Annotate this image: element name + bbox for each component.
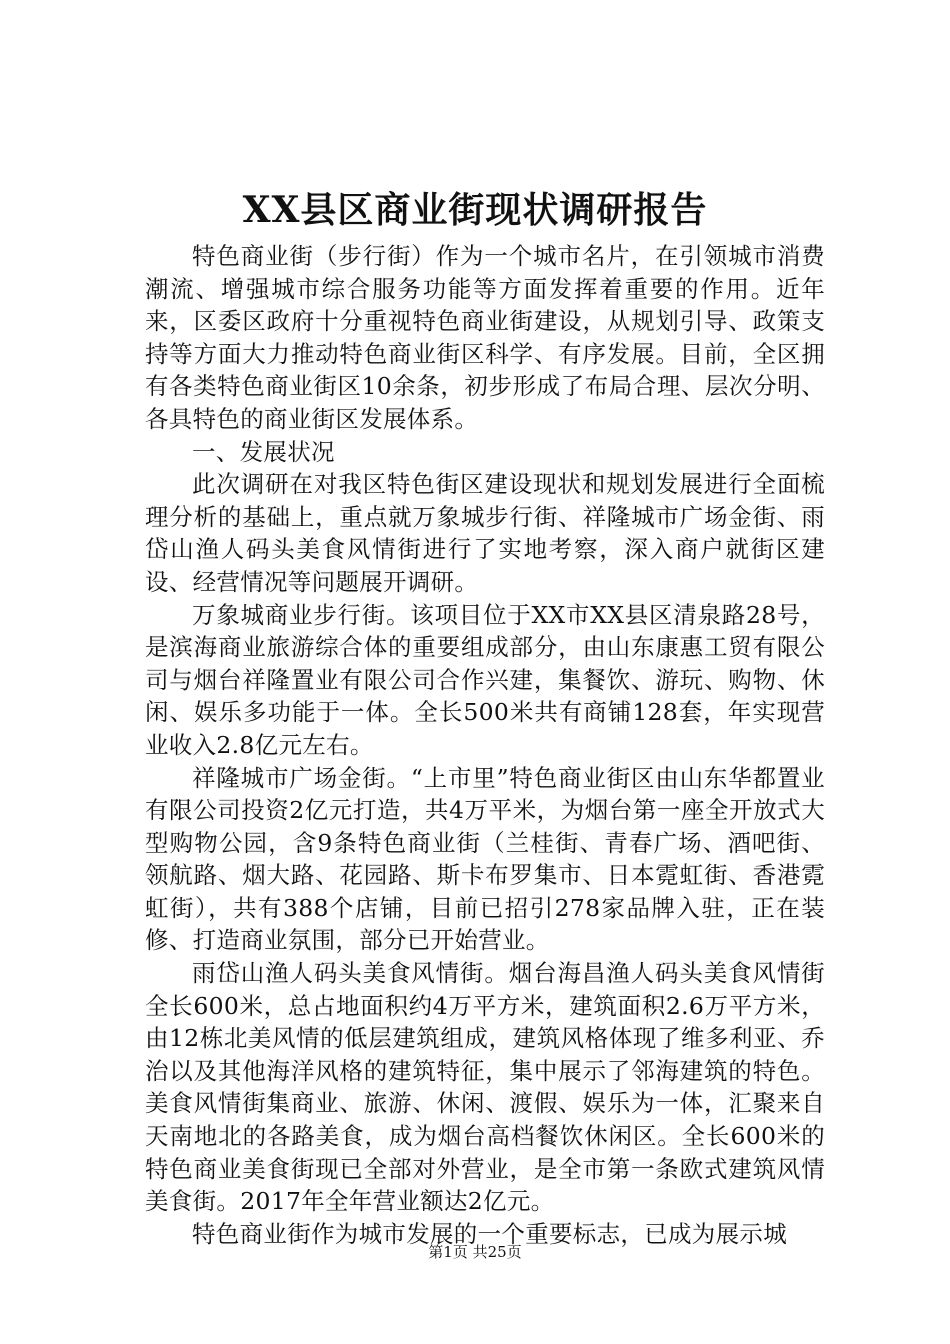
paragraph-intro: 特色商业街（步行街）作为一个城市名片，在引领城市消费潮流、增强城市综合服务功能等方面发挥着重要的作用。近年来，区委区政府十分重视特色商业街建设，从规划引导、政策支持等方面大力推动特色商业街区科学、有序发展。目前，全区拥有各类特色商业街区10余条，初步形成了布局合理、层次分明、各具特色的商业街区发展体系。	[145, 242, 825, 433]
page-footer: 第1页 共25页	[428, 1243, 522, 1261]
document-body	[145, 240, 825, 1250]
paragraph-yudaishan: 雨岱山渔人码头美食风情街。烟台海昌渔人码头美食风情街全长600米，总占地面积约4万平方米，建筑面积2.6万平方米，由12栋北美风情的低层建筑组成，建筑风格体现了维多利亚、乔治以及其他海洋风格的建筑特征，集中展示了邻海建筑的特色。美食风情街集商业、旅游、休闲、渡假、娱乐为一体，汇聚来自天南地北的各路美食，成为烟台高档餐饮休闲区。全长600米的特色商业美食街现已全部对外营业，是全市第一条欧式建筑风情美食街。2017年全年营业额达2亿元。	[145, 959, 825, 1216]
paragraph-xianglong: 祥隆城市广场金街。“上市里”特色商业街区由山东华都置业有限公司投资2亿元打造，共4万平米，为烟台第一座全开放式大型购物公园，含9条特色商业街（兰桂街、青春广场、酒吧街、领航路、烟大路、花园路、斯卡布罗集市、日本霓虹街、香港霓虹街），共有388个店铺，目前已招引278家品牌入驻，正在装修、打造商业氛围，部分已开始营业。	[145, 763, 825, 955]
document-title: XX县区商业街现状调研报告	[242, 189, 708, 231]
section-heading-development: 一、发展状况	[192, 437, 335, 466]
paragraph-survey: 此次调研在对我区特色街区建设现状和规划发展进行全面梳理分析的基础上，重点就万象城步行街、祥隆城市广场金街、雨岱山渔人码头美食风情街进行了实地考察，深入商户就街区建设、经营情况等问题展开调研。	[145, 470, 825, 596]
paragraph-wanxiang: 万象城商业步行街。该项目位于XX市XX县区清泉路28号，是滨海商业旅游综合体的重要组成部分，由山东康惠工贸有限公司与烟台祥隆置业有限公司合作兴建，集餐饮、游玩、购物、休闲、娱乐多功能于一体。全长500米共有商铺128套，年实现营业收入2.8亿元左右。	[145, 600, 825, 759]
paragraph-closing: 特色商业街作为城市发展的一个重要标志，已成为展示城	[192, 1219, 787, 1248]
